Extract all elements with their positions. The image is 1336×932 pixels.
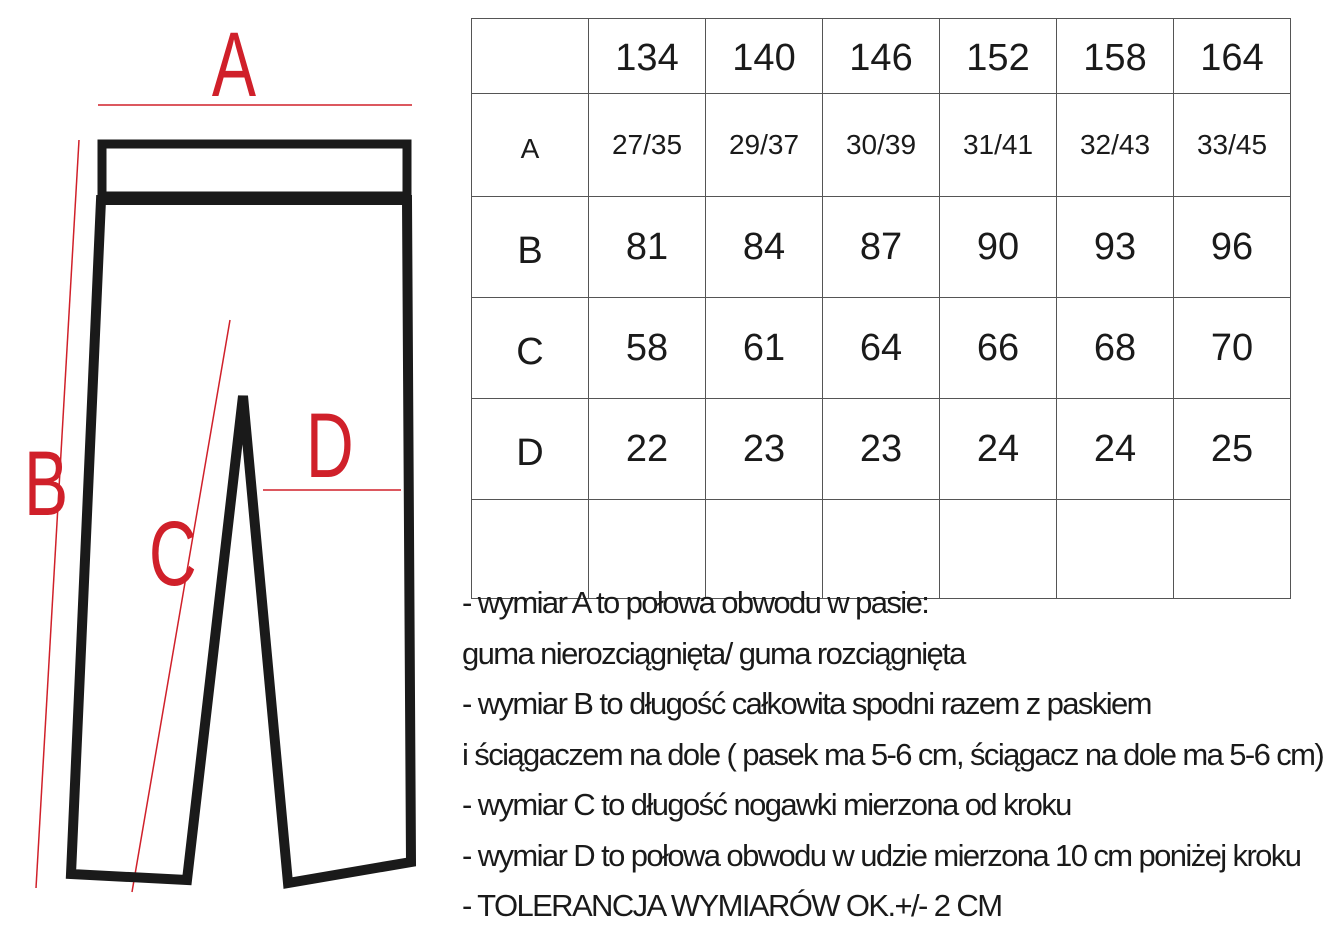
size-header-cell: 134 <box>589 19 706 94</box>
row-label: A <box>472 94 589 197</box>
table-cell: 31/41 <box>940 94 1057 197</box>
table-cell: 25 <box>1174 399 1291 500</box>
table-row-b <box>472 197 1291 298</box>
table-row-d <box>472 399 1291 500</box>
table-cell: 84 <box>706 197 823 298</box>
table-cell: 64 <box>823 298 940 399</box>
table-cell: 61 <box>706 298 823 399</box>
table-cell: 32/43 <box>1057 94 1174 197</box>
table-cell: 87 <box>823 197 940 298</box>
dimension-label-d: D <box>305 393 354 497</box>
size-chart-table <box>471 18 1291 599</box>
table-cell: 22 <box>589 399 706 500</box>
corner-cell <box>472 19 589 94</box>
table-cell: 29/37 <box>706 94 823 197</box>
row-label: C <box>472 298 589 399</box>
size-header-cell: 152 <box>940 19 1057 94</box>
measurement-notes <box>462 578 1336 932</box>
table-cell: 96 <box>1174 197 1291 298</box>
table-cell: 81 <box>589 197 706 298</box>
table-cell: 58 <box>589 298 706 399</box>
note-line: i ściągaczem na dole ( pasek ma 5-6 cm, ściągacz na dole ma 5-6 cm) <box>462 736 1324 772</box>
table-cell: 24 <box>1057 399 1174 500</box>
table-cell: 23 <box>823 399 940 500</box>
trousers-outline <box>71 200 411 883</box>
size-header-row <box>472 19 1291 94</box>
table-cell: 27/35 <box>589 94 706 197</box>
table-cell: 66 <box>940 298 1057 399</box>
note-line: guma nierozciągnięta/ guma rozciągnięta <box>462 635 965 671</box>
size-header-cell: 158 <box>1057 19 1174 94</box>
table-cell: 24 <box>940 399 1057 500</box>
row-label: D <box>472 399 589 500</box>
note-line: - wymiar A to połowa obwodu w pasie: <box>462 585 929 620</box>
size-header-cell: 140 <box>706 19 823 94</box>
table-cell: 68 <box>1057 298 1174 399</box>
table-cell: 70 <box>1174 298 1291 399</box>
note-line: - wymiar D to połowa obwodu w udzie mierzona 10 cm poniżej kroku <box>462 837 1301 873</box>
table-cell: 93 <box>1057 197 1174 298</box>
note-line: - TOLERANCJA WYMIARÓW OK.+/- 2 CM <box>462 888 1002 923</box>
size-header-cell: 146 <box>823 19 940 94</box>
note-line: - wymiar B to długość całkowita spodni razem z paskiem <box>462 686 1151 721</box>
dimension-label-a: A <box>211 12 257 116</box>
table-row-a <box>472 94 1291 197</box>
table-row-c <box>472 298 1291 399</box>
note-line: - wymiar C to długość nogawki mierzona od kroku <box>462 787 1071 822</box>
dimension-label-b: B <box>23 431 69 535</box>
dimension-label-c: C <box>148 501 197 605</box>
table-cell: 33/45 <box>1174 94 1291 197</box>
size-header-cell: 164 <box>1174 19 1291 94</box>
table-cell: 30/39 <box>823 94 940 197</box>
waistband-outline <box>102 144 407 196</box>
row-label: B <box>472 197 589 298</box>
table-cell: 23 <box>706 399 823 500</box>
trousers-measurement-diagram <box>0 0 460 912</box>
table-cell: 90 <box>940 197 1057 298</box>
